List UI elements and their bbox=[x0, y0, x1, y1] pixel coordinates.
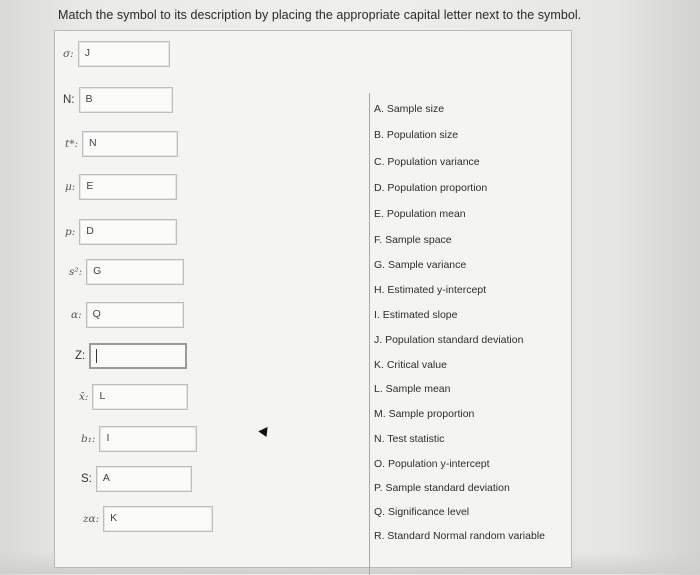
answer-input[interactable]: A bbox=[96, 466, 192, 492]
description-item: P. Sample standard deviation bbox=[374, 482, 510, 494]
match-row-n bbox=[63, 87, 173, 113]
symbol-label: N: bbox=[63, 94, 75, 106]
symbol-label: s²: bbox=[69, 266, 83, 278]
symbol-label: α: bbox=[71, 309, 82, 321]
match-row-alpha bbox=[71, 302, 184, 328]
match-row-sigma bbox=[63, 41, 170, 67]
symbol-label: S: bbox=[81, 473, 92, 485]
description-item: B. Population size bbox=[374, 129, 459, 141]
match-row-z-alpha bbox=[83, 506, 213, 532]
matching-question-panel bbox=[54, 30, 572, 568]
match-row-x-bar bbox=[79, 384, 188, 410]
description-item: D. Population proportion bbox=[374, 182, 488, 194]
answer-input[interactable]: E bbox=[79, 174, 177, 200]
description-item: L. Sample mean bbox=[374, 383, 451, 395]
answer-input-focused[interactable] bbox=[89, 343, 187, 369]
description-item: H. Estimated y-intercept bbox=[374, 284, 487, 296]
symbol-label: μ: bbox=[65, 181, 76, 193]
match-row-b1 bbox=[81, 426, 197, 452]
instructions-text: Match the symbol to its description by placing the appropriate capital letter next to the symbol. bbox=[58, 8, 582, 22]
description-item: E. Population mean bbox=[374, 208, 466, 220]
description-item: A. Sample size bbox=[374, 103, 445, 115]
description-item: Q. Significance level bbox=[374, 506, 470, 518]
match-row-z bbox=[75, 343, 187, 369]
symbol-label: t*: bbox=[65, 138, 79, 150]
symbol-label: zα: bbox=[83, 513, 100, 525]
description-item: J. Population standard deviation bbox=[374, 334, 524, 346]
symbol-label: b₁: bbox=[81, 433, 96, 445]
symbol-label: x̄: bbox=[79, 391, 89, 403]
answer-input[interactable]: J bbox=[78, 41, 170, 67]
answer-input[interactable]: I bbox=[99, 426, 197, 452]
description-column-divider bbox=[369, 93, 370, 575]
description-item: R. Standard Normal random variable bbox=[374, 530, 545, 542]
symbol-label: σ: bbox=[63, 48, 74, 60]
match-row-s bbox=[81, 466, 192, 492]
match-row-p bbox=[65, 219, 177, 245]
description-item: F. Sample space bbox=[374, 234, 452, 246]
answer-input[interactable]: Q bbox=[86, 302, 184, 328]
answer-input[interactable]: B bbox=[79, 87, 173, 113]
description-item: N. Test statistic bbox=[374, 433, 445, 445]
description-item: O. Population y-intercept bbox=[374, 458, 490, 470]
answer-input[interactable]: D bbox=[79, 219, 177, 245]
description-item: G. Sample variance bbox=[374, 259, 467, 271]
description-item: C. Population variance bbox=[374, 156, 480, 168]
symbol-label: p: bbox=[65, 226, 76, 238]
mouse-pointer-icon bbox=[258, 424, 271, 437]
match-row-mu bbox=[65, 174, 177, 200]
answer-input[interactable]: N bbox=[82, 131, 178, 157]
match-row-t-star bbox=[65, 131, 178, 157]
text-cursor bbox=[96, 349, 97, 363]
match-row-s-squared bbox=[69, 259, 184, 285]
symbol-label: Z: bbox=[75, 350, 86, 362]
answer-input[interactable]: K bbox=[103, 506, 213, 532]
description-item: K. Critical value bbox=[374, 359, 447, 371]
answer-input[interactable]: L bbox=[92, 384, 188, 410]
answer-input[interactable]: G bbox=[86, 259, 184, 285]
description-item: M. Sample proportion bbox=[374, 408, 475, 420]
description-item: I. Estimated slope bbox=[374, 309, 458, 321]
